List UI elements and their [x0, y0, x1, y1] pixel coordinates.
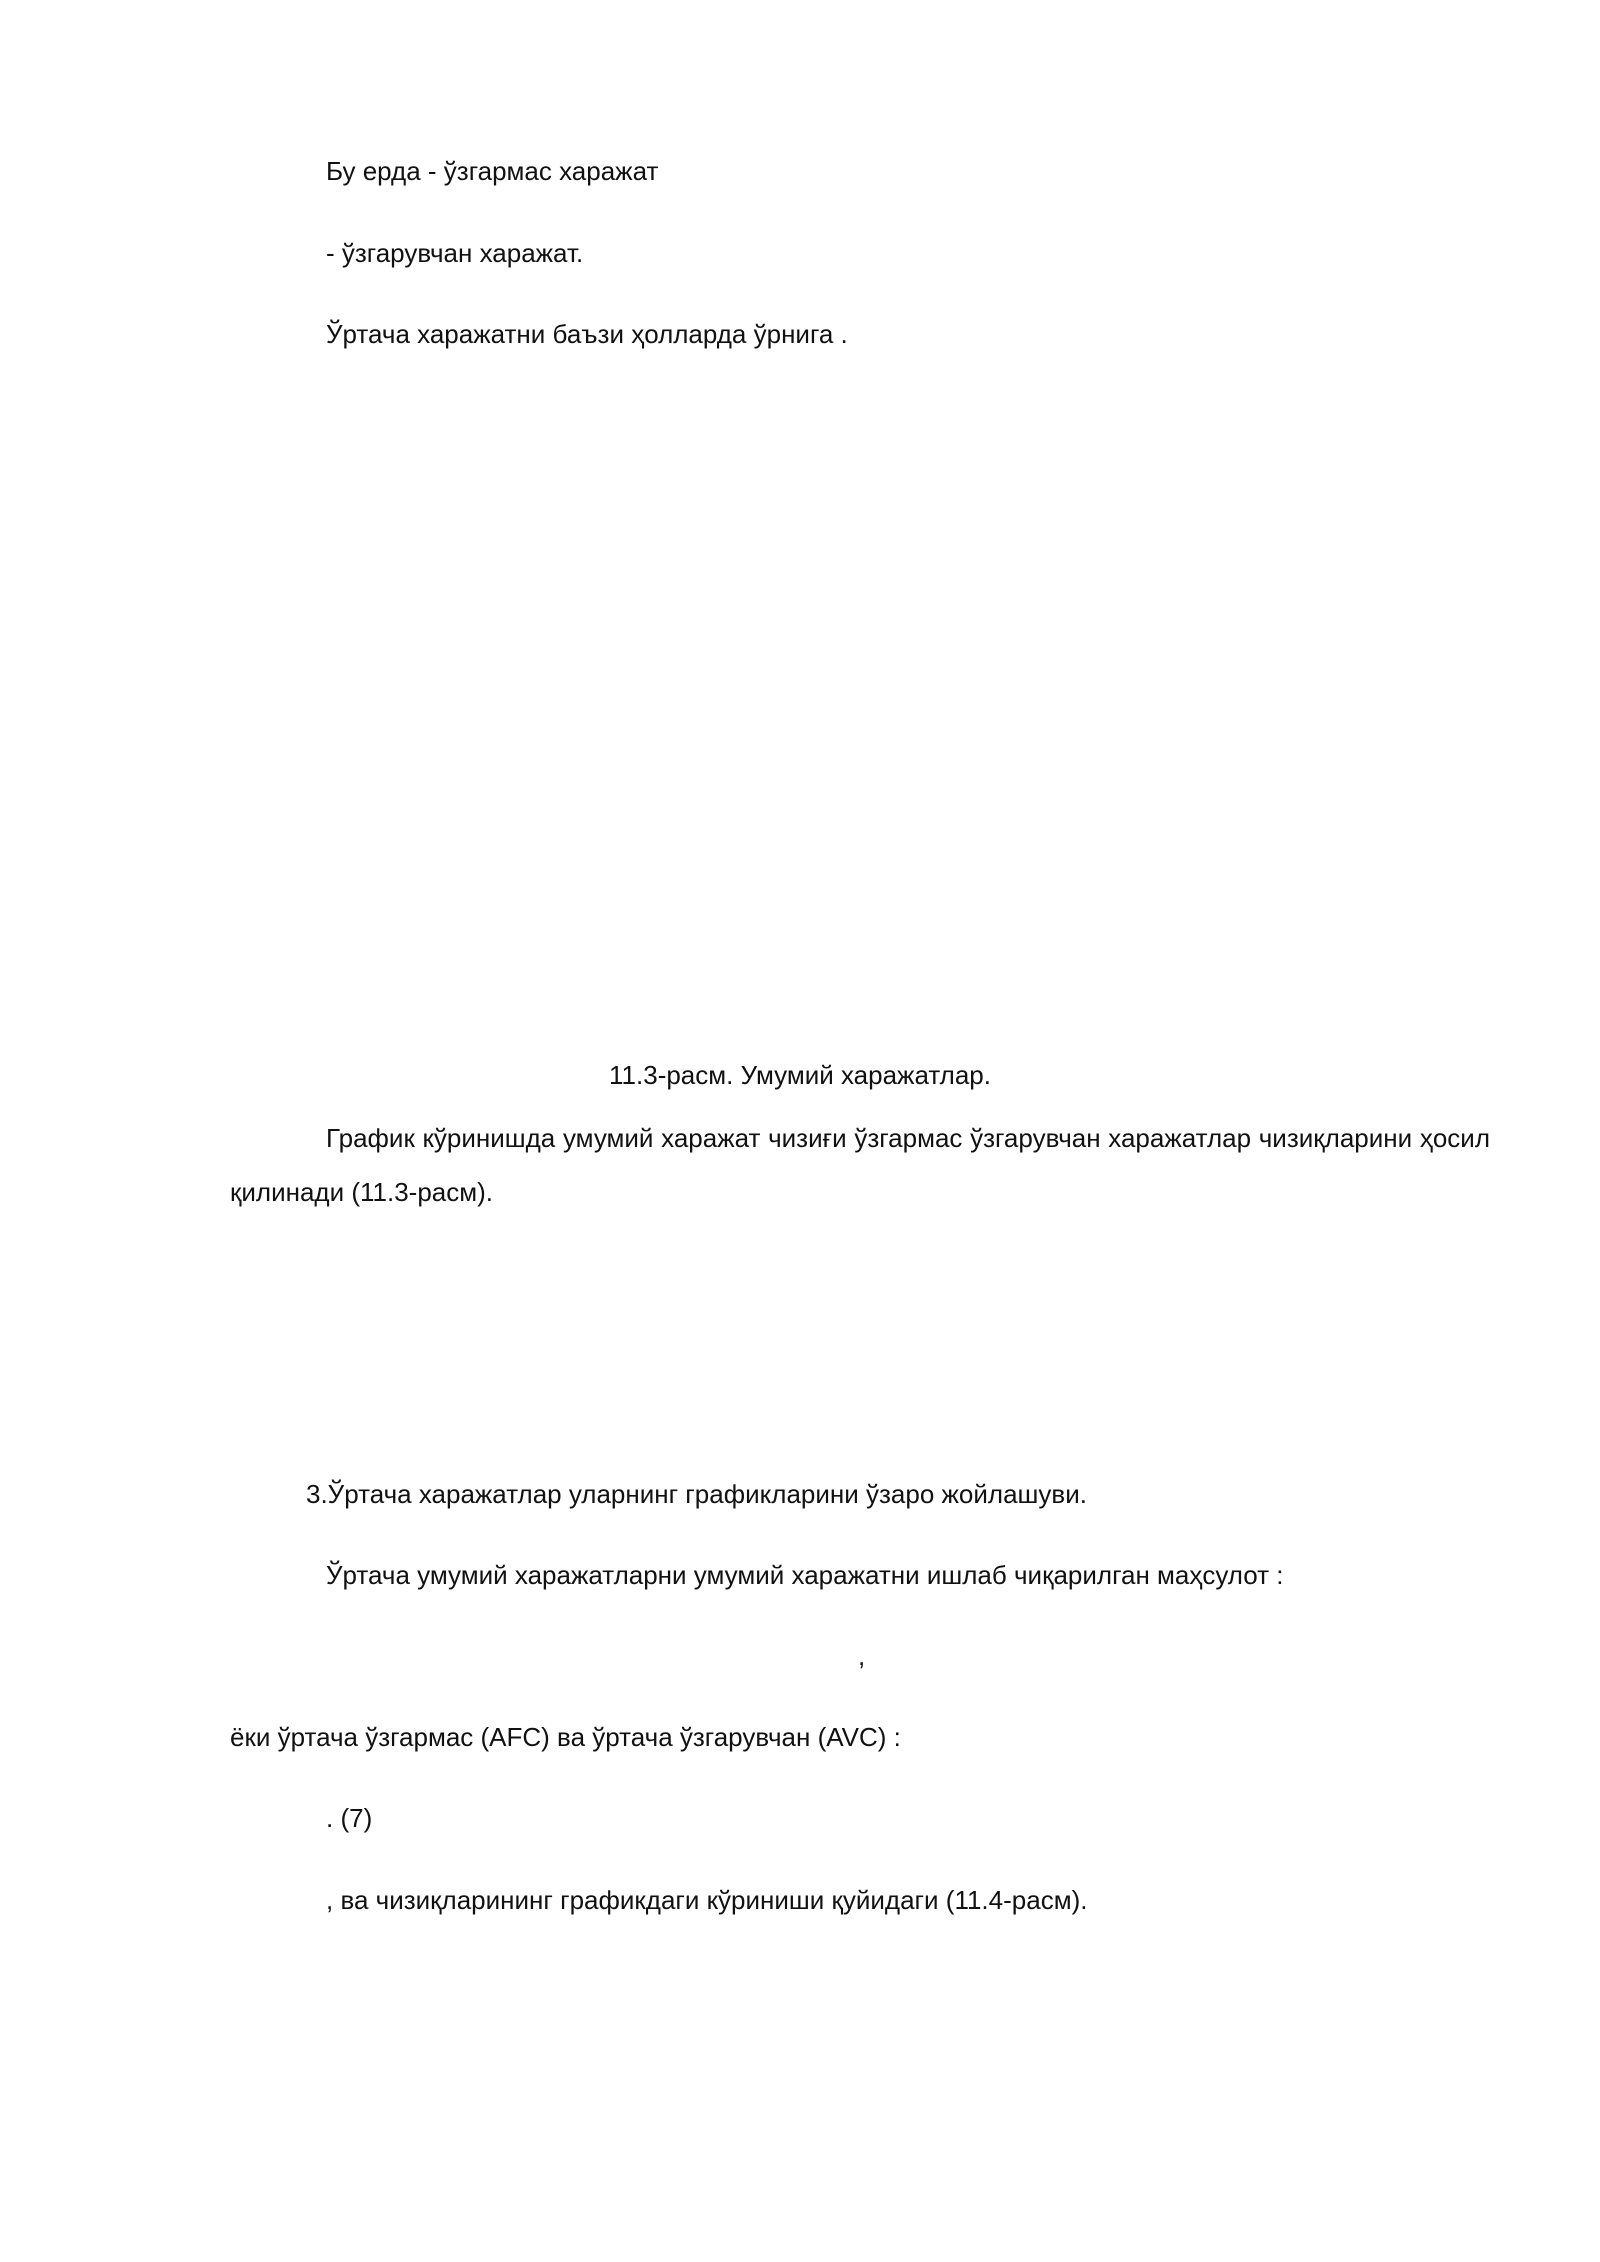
paragraph-total-cost-graph: График кўринишда умумий харажат чизиғи ўзгармас ўзгарувчан харажатлар чизиқларини ҳосил қилинади (11.3-расм).	[230, 1123, 1490, 1207]
text-line-average-cost: Ўртача харажатни баъзи ҳолларда ўрнига .	[326, 319, 848, 349]
formula-number: . (7)	[326, 1803, 373, 1833]
figure-caption: 11.3-расм. Умумий харажатлар.	[609, 1060, 991, 1090]
text-line-graph-reference: , ва чизиқларининг графикдаги кўриниши қуйидаги (11.4-расм).	[326, 1885, 1088, 1915]
section-heading: 3.Ўртача харажатлар уларнинг графикларини ўзаро жойлашуви.	[306, 1479, 1087, 1509]
text-line-fixed-cost: Бу ерда - ўзгармас харажат	[326, 156, 659, 186]
text-line-afc-avc: ёки ўртача ўзгармас (AFC) ва ўртача ўзгарувчан (AVC) :	[230, 1722, 901, 1752]
text-line-variable-cost: - ўзгарувчан харажат.	[326, 238, 584, 268]
formula-comma: ,	[858, 1641, 866, 1671]
text-line-average-total-cost: Ўртача умумий харажатларни умумий харажатни ишлаб чиқарилган маҳсулот :	[326, 1560, 1284, 1590]
